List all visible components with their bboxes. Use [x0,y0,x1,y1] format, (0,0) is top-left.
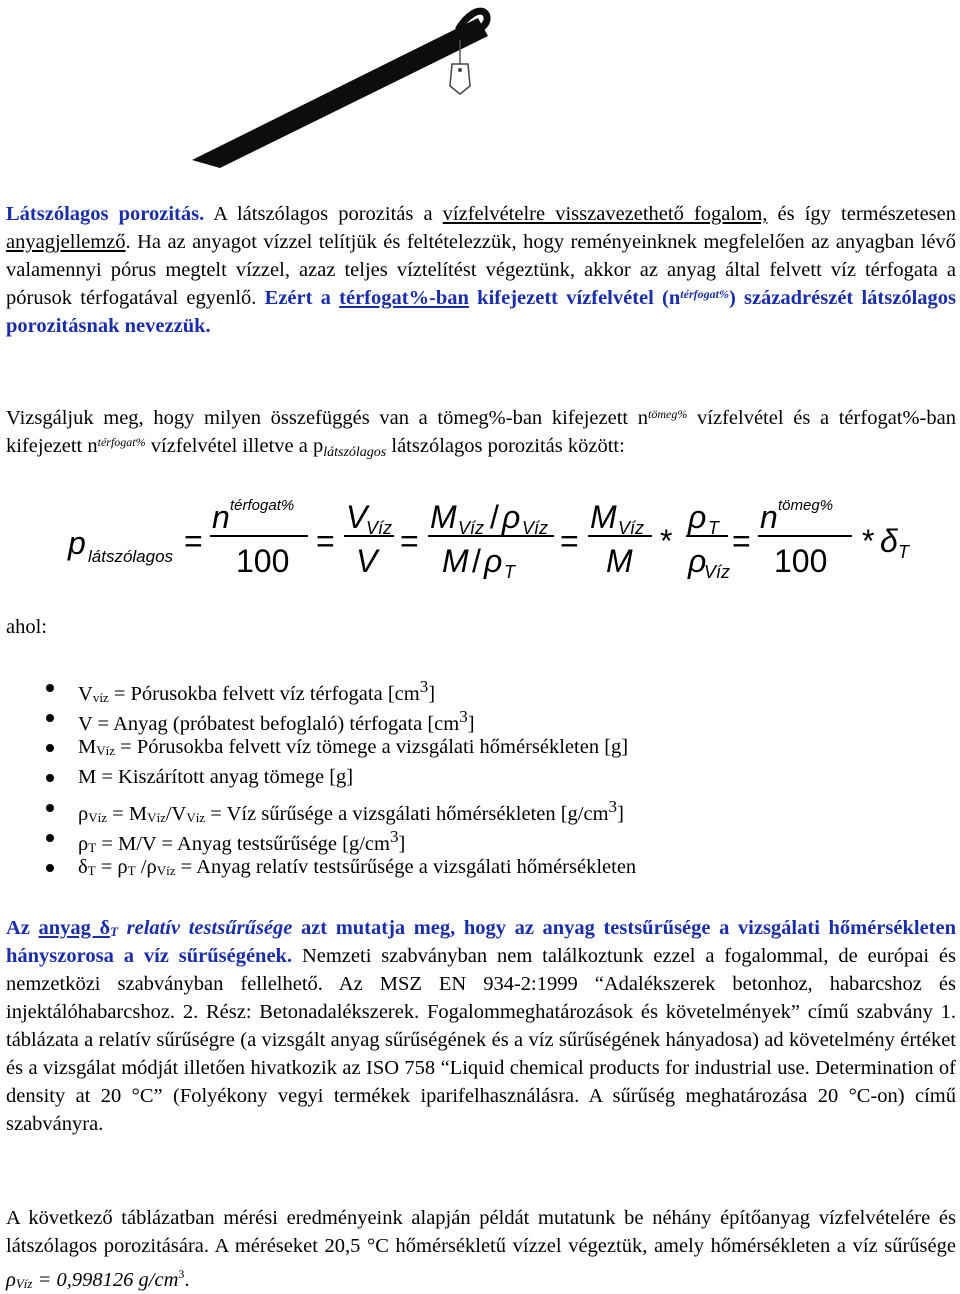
svg-text:Víz: Víz [458,518,485,538]
svg-text:*: * [862,523,875,559]
svg-text:Víz: Víz [704,562,731,582]
svg-text:n: n [760,499,778,535]
variable-definitions-list [40,672,636,882]
svg-text:/: / [472,543,481,579]
svg-text:T: T [504,562,515,582]
umbrella-tag-illustration [160,0,500,170]
list-item: V = Anyag (próbatest befoglaló) térfogata $[cm^3]$ [40,702,636,732]
list-item: δT = ρT /ρVíz = Anyag relatív testsűrűsége a vizsgálati hőmérsékleten [40,852,636,882]
svg-text:M: M [606,543,633,579]
svg-text:ρ: ρ [688,499,707,535]
term-latszolagos-porozitas: Látszólagos porozitás. [6,203,205,225]
svg-text:T: T [898,542,909,562]
svg-text:δ: δ [880,523,898,559]
svg-text:V: V [356,543,378,579]
svg-text:=: = [184,523,203,559]
svg-text:tömeg%: tömeg% [778,497,834,514]
svg-text:Víz: Víz [618,518,645,538]
svg-text:ρ: ρ [502,499,521,535]
svg-text:/: / [490,499,499,535]
porosity-formula [60,492,940,592]
svg-text:Víz: Víz [366,518,393,538]
svg-text:n: n [212,499,230,535]
svg-text:*: * [660,523,673,559]
paragraph-measurement-intro: A következő táblázatban mérési eredményeink alapján példát mutatunk be néhány építőanyag vízfelvételére és látszólagos porozitására. A méréseket 20,5 °C hőmérsékletű vízzel végeztük, amely hőmérsékleten a víz sűrűsége ρVíz = 0,998126 $g/cm^3$. [6,1207,956,1291]
svg-text:=: = [560,523,579,559]
list-item: MVíz = Pórusokba felvett víz tömege a vizsgálati hőmérsékleten [g] [40,732,636,762]
paragraph-relative-density: Az anyag δT relatív testsűrűsége azt mutatja meg, hogy az anyag testsűrűsége a vizsgálati hőmérsékleten hányszorosa a víz sűrűségének. Nemzeti szabványban nem találkoztunk ezzel a fogalommal, de európai és nemzetközi szabványban fellelhető. Az MSZ EN 934-2:1999 “Adalékszerek betonhoz, habarcshoz és injektálóhabarcshoz. 2. Rész: Betonadalékszerek. Fogalommeghatározások és követelmények” című szabvány 1. táblázata a relatív sűrűségre (a vizsgált anyag sűrűségének és a víz sűrűségének hányadosa) ad követelmény értéket és a vizsgálat módját illetően hivatkozik az ISO 758 “Liquid chemical products for industrial use. Determination of density at 20 °C” (Folyékony vegyi termékek iparifelhasználásra. A sűrűség meghatározása 20 °C-on) című szabványra. [6,917,956,1135]
bold-definition: Ezért a térfogat%-ban kifejezett vízfelvétel $(n^{térfogat\%})$ századrészét látszólagos porozitásnak nevezzük. [6,287,957,337]
svg-text:ρ: ρ [688,543,707,579]
svg-text:100: 100 [774,543,828,579]
svg-text:=: = [732,523,751,559]
svg-text:M: M [430,499,457,535]
svg-text:térfogat%: térfogat% [230,497,295,514]
svg-text:M: M [442,543,469,579]
svg-text:ρ: ρ [484,543,503,579]
svg-text:100: 100 [236,543,290,579]
link-vizfelvetel[interactable]: vízfelvételre visszavezethető fogalom, [442,203,768,225]
svg-text:Víz: Víz [522,518,549,538]
link-anyagjellemzo[interactable]: anyagjellemző [6,231,126,253]
svg-text:látszólagos: látszólagos [88,547,174,566]
svg-text:=: = [316,523,335,559]
list-item: Vvíz = Pórusokba felvett víz térfogata $[cm^3]$ [40,672,636,702]
list-item: ρVíz = MVíz/VVíz = Víz sűrűsége a vizsgálati hőmérsékleten $[g/cm^3]$ [40,792,636,822]
list-item: M = Kiszárított anyag tömege [g] [40,762,636,792]
svg-text:M: M [590,499,617,535]
list-item: ρT = M/V = Anyag testsűrűsége $[g/cm^3]$ [40,822,636,852]
svg-text:T: T [708,518,719,538]
svg-text:p: p [68,525,86,561]
paragraph-porosity-definition: Látszólagos porozitás. A látszólagos porozitás a vízfelvételre visszavezethető fogalom, és így természetesen anyagjellemző. Ha az anyagot vízzel telítjük és feltételezzük, hogy reményeinknek megfelelően az anyagban lévő valamennyi pórus megtelt vízzel, azaz teljes víztelítést végeztünk, akkor az anyag által felvett víz térfogata a pórusok térfogatával egyenlő. Ezért a térfogat%-ban kifejezett vízfelvétel $(n^{térfogat\%})$ századrészét látszólagos porozitásnak nevezzük. [6,203,957,337]
paragraph-relationship: Vizsgáljuk meg, hogy milyen összefüggés van a tömeg%-ban kifejezett $n^{tömeg\%}$ vízfelvétel és a térfogat%-ban kifejezett $n^{térfogat\%}$ vízfelvétel illetve a plátszólagos látszólagos porozitás között: [6,407,956,460]
label-ahol: ahol: [6,616,47,638]
svg-text:V: V [346,499,368,535]
svg-text:=: = [400,523,419,559]
